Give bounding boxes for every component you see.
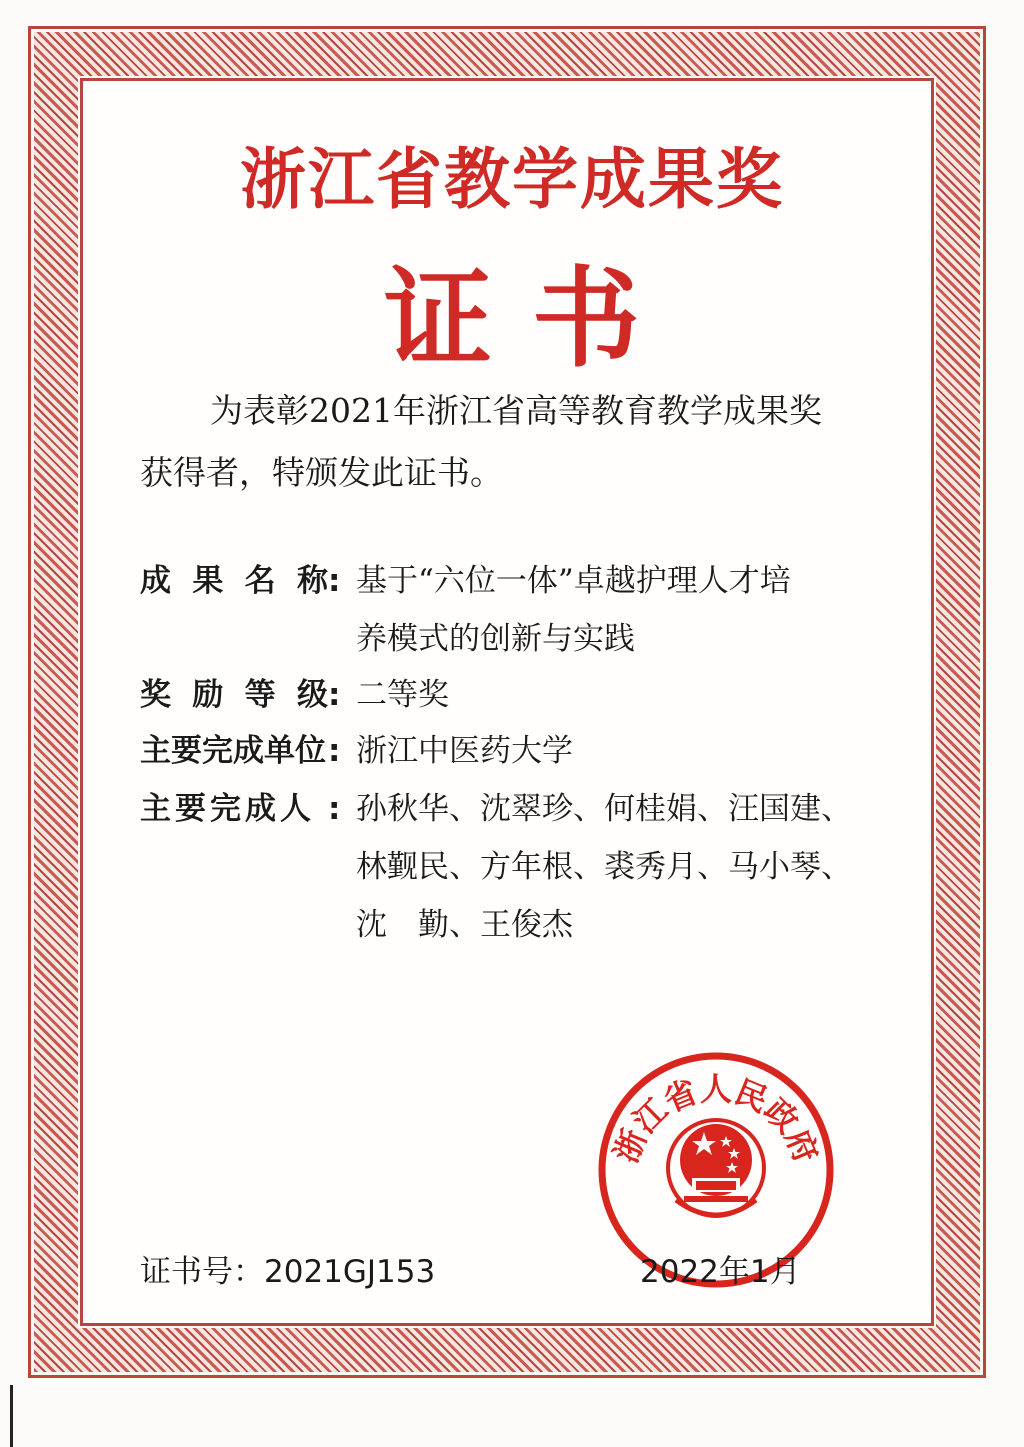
field-label: 奖 励 等 级 bbox=[140, 677, 328, 713]
intro-line-1: 为表彰2021年浙江省高等教育教学成果奖 bbox=[210, 391, 822, 430]
certificate-heading: 证书 bbox=[383, 257, 680, 382]
intro-line-2: 获得者，特颁发此证书。 bbox=[140, 453, 503, 492]
scan-edge-mark bbox=[10, 1385, 13, 1447]
issue-date: 2022年1月 bbox=[640, 1254, 801, 1290]
award-title: 浙江省教学成果奖 bbox=[240, 141, 784, 218]
field-value: 二等奖 bbox=[356, 677, 449, 713]
field-label: 主要完成单位 bbox=[140, 733, 326, 769]
national-emblem-icon bbox=[668, 1120, 764, 1216]
field-value: 基于“六位一体”卓越护理人才培 养模式的创新与实践 bbox=[356, 563, 791, 657]
field-label: 主要完成人 bbox=[140, 791, 315, 827]
certificate-sheet: 浙江省教学成果奖 证书 为表彰2021年浙江省高等教育教学成果奖 获得者，特颁发此证书。 成 果 名 称 : 基于“六位一体”卓越护理人才培 养模式的创新与实践 奖 励 等 级 : 二等奖 主要完成单位 : 浙江中医药大学 主要完成人 : 孙秋华、沈翠珍、何桂娟、汪国建、 林觐民、方年根、裘秀月、马小琴、 沈 勤、王俊杰 浙江省人民政府 证书号：2021GJ153 2022年1月 bbox=[0, 0, 1024, 1447]
field-value: 浙江中医药大学 bbox=[356, 733, 573, 769]
field-label: 成 果 名 称 bbox=[140, 563, 328, 599]
seal-text: 浙江省人民政府 bbox=[606, 1070, 826, 1169]
intro-paragraph bbox=[140, 380, 900, 504]
certificate-number: 证书号：2021GJ153 bbox=[140, 1254, 436, 1290]
field-value: 孙秋华、沈翠珍、何桂娟、汪国建、 林觐民、方年根、裘秀月、马小琴、 沈 勤、王俊杰 bbox=[356, 791, 852, 943]
